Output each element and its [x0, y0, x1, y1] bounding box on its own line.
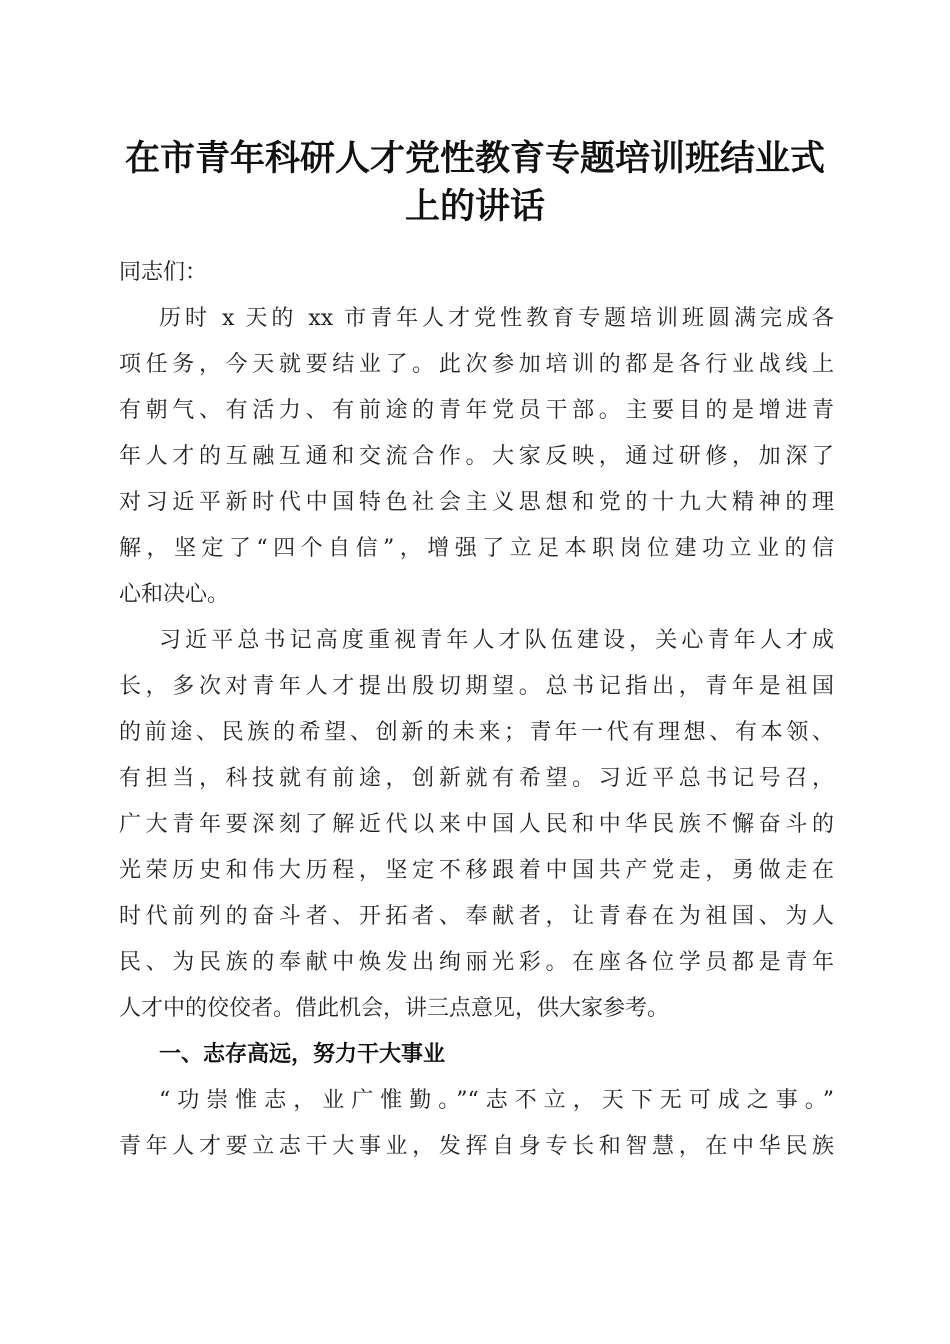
section-paragraph-line-2: 青年人才要立志干大事业，发挥自身专长和智慧，在中华民族: [119, 1134, 834, 1159]
paragraph-2-line-7: 时代前列的奋斗者、开拓者、奉献者，让青春在为祖国、为人: [119, 904, 834, 929]
title-line-2: 上的讲话: [404, 186, 545, 227]
paragraph-1-line-3: 有朝气、有活力、有前途的青年党员干部。主要目的是增进青: [119, 398, 834, 423]
paragraph-2-line-4: 有担当，科技就有前途，创新就有希望。习近平总书记号召，: [119, 766, 834, 791]
paragraph-2-line-5: 广大青年要深刻了解近代以来中国人民和中华民族不懈奋斗的: [119, 812, 834, 837]
paragraph-1-line-7: 心和决心。: [119, 582, 230, 607]
section-paragraph-line-1: “功崇惟志，业广惟勤。”“志不立，天下无可成之事。”: [159, 1088, 834, 1113]
section-heading: 一、志存高远，努力干大事业: [159, 1042, 446, 1067]
paragraph-2-line-3: 的前途、民族的希望、创新的未来；青年一代有理想、有本领、: [119, 720, 834, 745]
paragraph-1-line-4: 年人才的互融互通和交流合作。大家反映，通过研修，加深了: [119, 444, 834, 469]
paragraph-2-line-6: 光荣历史和伟大历程，坚定不移跟着中国共产党走，勇做走在: [119, 858, 834, 883]
section-paragraph: [119, 1078, 834, 1170]
paragraph-2-line-9: 人才中的佼佼者。借此机会，讲三点意见，供大家参考。: [119, 996, 670, 1021]
paragraph-1-line-1: 历时 x 天的 xx 市青年人才党性教育专题培训班圆满完成各: [159, 306, 834, 331]
paragraph-2-line-8: 民、为民族的奉献中焕发出绚丽光彩。在座各位学员都是青年: [119, 950, 834, 975]
paragraph-2-line-2: 长，多次对青年人才提出殷切期望。总书记指出，青年是祖国: [119, 674, 834, 699]
document-body: [119, 250, 834, 1170]
paragraph-1-line-2: 项任务，今天就要结业了。此次参加培训的都是各行业战线上: [119, 352, 834, 377]
paragraph-1-line-5: 对习近平新时代中国特色社会主义思想和党的十九大精神的理: [119, 490, 834, 515]
document-title: [100, 135, 850, 231]
paragraph-1-line-6: 解，坚定了“四个自信”，增强了立足本职岗位建功立业的信: [119, 536, 834, 561]
paragraph-2: [119, 618, 834, 1032]
salutation: 同志们：: [119, 260, 208, 285]
paragraph-1: [119, 296, 834, 618]
title-line-1: 在市青年科研人才党性教育专题培训班结业式: [124, 138, 825, 179]
paragraph-2-line-1: 习近平总书记高度重视青年人才队伍建设，关心青年人才成: [159, 628, 834, 653]
